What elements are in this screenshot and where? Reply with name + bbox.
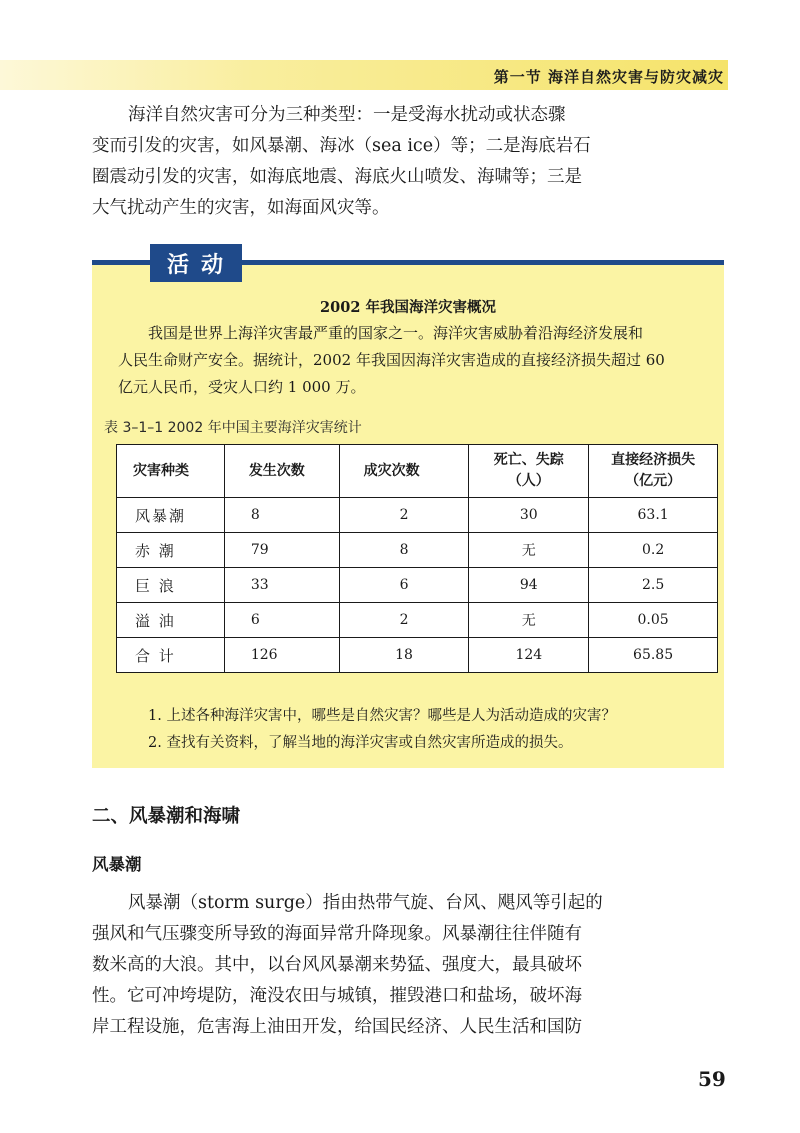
storm-surge-paragraph — [92, 888, 612, 1043]
body-line: 性。它可冲垮堤防，淹没农田与城镇，摧毁港口和盐场，破坏海 — [92, 986, 582, 1006]
body-line: 强风和气压骤变所导致的海面异常升降现象。风暴潮往往伴随有 — [92, 924, 582, 944]
activity-line: 我国是世界上海洋灾害最严重的国家之一。海洋灾害威胁着沿海经济发展和 — [148, 324, 644, 342]
body-line: 数米高的大浪。其中，以台风风暴潮来势猛、强度大，最具破坏 — [92, 955, 582, 975]
intro-line: 变而引发的灾害，如风暴潮、海冰（sea ice）等；二是海底岩石 — [92, 136, 591, 156]
header-economic-loss: 直接经济损失 （亿元） — [589, 445, 718, 498]
activity-label: 活动 — [150, 244, 242, 282]
header-disaster-events: 成灾次数 — [339, 445, 469, 498]
table-row: 巨 浪 33 6 94 2.5 — [117, 568, 718, 603]
table-header-row — [117, 445, 718, 498]
sub-heading: 风暴潮 — [92, 855, 142, 874]
header-casualties: 死亡、失踪 （人） — [469, 445, 589, 498]
activity-line: 人民生命财产安全。据统计，2002 年我国因海洋灾害造成的直接经济损失超过 60 — [118, 351, 665, 369]
table-row: 溢 油 6 2 无 0.05 — [117, 603, 718, 638]
body-line: 风暴潮（storm surge）指由热带气旋、台风、飓风等引起的 — [128, 893, 603, 913]
question-2: 2. 查找有关资料，了解当地的海洋灾害或自然灾害所造成的损失。 — [148, 735, 573, 751]
table-caption: 表 3–1–1 2002 年中国主要海洋灾害统计 — [104, 420, 362, 436]
question-1: 1. 上述各种海洋灾害中，哪些是自然灾害？哪些是人为活动造成的灾害？ — [148, 708, 616, 724]
intro-line: 海洋自然灾害可分为三种类型：一是受海水扰动或状态骤 — [128, 105, 566, 125]
page-number: 59 — [698, 1067, 726, 1091]
table-row: 风暴潮 8 2 30 63.1 — [117, 498, 718, 533]
table-total-row: 合 计 126 18 124 65.85 — [117, 638, 718, 673]
activity-title: 2002 年我国海洋灾害概况 — [320, 299, 496, 316]
activity-line: 亿元人民币，受灾人口约 1 000 万。 — [118, 378, 366, 396]
disaster-stats-table — [116, 444, 718, 673]
header-occurrences: 发生次数 — [224, 445, 339, 498]
activity-paragraph — [118, 320, 718, 401]
header-disaster-type: 灾害种类 — [117, 445, 225, 498]
intro-paragraph — [92, 100, 612, 224]
intro-line: 大气扰动产生的灾害，如海面风灾等。 — [92, 198, 390, 218]
running-header: 第一节 海洋自然灾害与防灾减灾 — [493, 68, 724, 86]
body-line: 岸工程设施，危害海上油田开发，给国民经济、人民生活和国防 — [92, 1017, 582, 1037]
intro-line: 圈震动引发的灾害，如海底地震、海底火山喷发、海啸等；三是 — [92, 167, 582, 187]
section-heading: 二、风暴潮和海啸 — [92, 806, 241, 827]
table-row: 赤 潮 79 8 无 0.2 — [117, 533, 718, 568]
